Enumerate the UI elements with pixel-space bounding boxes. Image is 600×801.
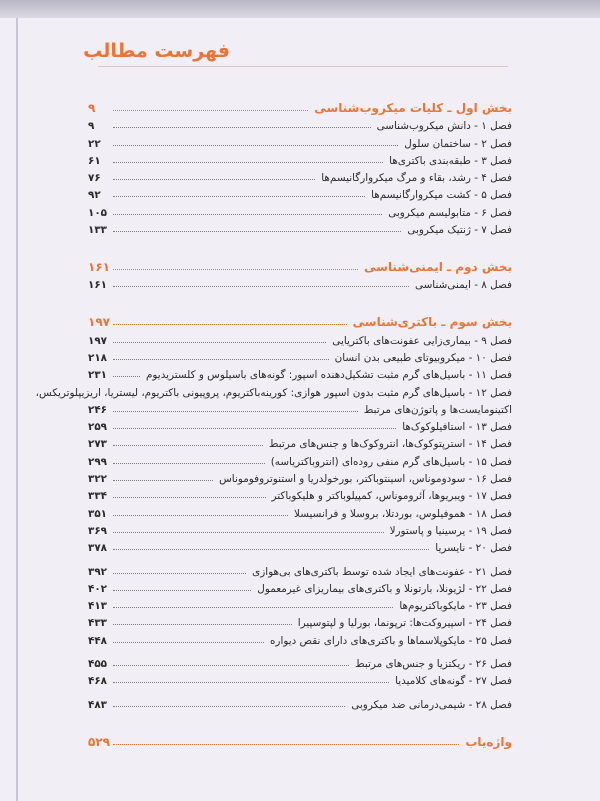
toc-entry <box>88 653 512 670</box>
toc-entry <box>88 693 512 710</box>
dot-leader <box>113 376 140 377</box>
toc-entry-title: فصل ۲۱ - عفونت‌های ایجاد شده توسط باکتری‌های بی‌هوازی <box>252 565 512 578</box>
toc-entry-page: ۱۶۱ <box>88 279 108 292</box>
dot-leader <box>113 607 393 608</box>
toc-entry-title: فصل ۱۸ - هموفیلوس، بوردتلا، بروسلا و فرانسیسلا <box>294 507 512 520</box>
section-heading-page: ۱۶۱ <box>88 260 110 275</box>
dot-leader <box>113 342 326 343</box>
toc-entry-title: فصل ۲۰ - نایسریا <box>435 542 512 555</box>
toc-entry-page: ۴۸۳ <box>88 698 108 711</box>
toc-entry-title: فصل ۴ - رشد، بقاء و مرگ میکروارگانیسم‌ها <box>321 172 512 185</box>
toc-entry-page: ۹۲ <box>88 189 101 202</box>
dot-leader <box>113 497 266 498</box>
toc-entry-page: ۳۳۴ <box>88 490 108 503</box>
dot-leader <box>113 127 371 128</box>
dot-leader <box>113 515 288 516</box>
toc-entry-page: ۳۵۱ <box>88 507 108 520</box>
toc-entry-title: فصل ۸ - ایمنی‌شناسی <box>414 279 512 292</box>
toc-entry <box>88 670 512 687</box>
toc-entry <box>88 578 512 595</box>
toc-entry <box>88 132 512 149</box>
page-title: فهرست مطالب <box>83 40 230 62</box>
toc-entry-page: ۳۶۹ <box>88 524 108 537</box>
toc-entry-title: فصل ۲۳ - مایکوباکتریوم‌ها <box>399 600 512 613</box>
toc-entry-title: فصل ۷ - ژنتیک میکروبی <box>407 224 512 237</box>
toc-entry-title: فصل ۱۶ - سودوموناس، اسینتوباکتر، بورخولدریا و استنوتروفوموناس <box>219 473 512 486</box>
toc-entry <box>88 150 512 167</box>
toc-entry <box>88 399 512 416</box>
toc-entry <box>88 485 512 502</box>
dot-leader <box>113 179 315 180</box>
toc-entry-title: فصل ۱۲ - باسیل‌های گرم مثبت بدون اسپور هوازی: کورینه‌باکتریوم، پروپیونی باکتریوم، لیستریا، اریزیپلوتریکس، <box>35 386 512 399</box>
toc-entry <box>88 201 512 218</box>
table-of-contents <box>35 96 512 749</box>
dot-leader <box>113 269 358 270</box>
dot-leader <box>113 480 213 481</box>
section-heading-title: بخش اول ـ کلیات میکروب‌شناسی <box>314 101 512 115</box>
toc-entry-title: فصل ۲۷ - گونه‌های کلامیدیا <box>395 675 512 688</box>
section-heading <box>88 310 512 329</box>
dot-leader <box>113 706 345 707</box>
section-heading-title: بخش دوم ـ ایمنی‌شناسی <box>363 260 512 275</box>
dot-leader <box>113 573 246 574</box>
toc-entry <box>88 560 512 577</box>
toc-entry-page: ۴۵۵ <box>88 658 108 671</box>
toc-entry <box>88 433 512 450</box>
toc-entry <box>88 329 512 346</box>
toc-entry-title: فصل ۲ - ساختمان سلول <box>404 137 512 150</box>
dot-leader <box>113 231 401 232</box>
toc-entry-page: ۱۹۷ <box>88 334 108 347</box>
toc-entry <box>88 502 512 519</box>
dot-leader <box>113 744 459 745</box>
dot-leader <box>113 286 409 287</box>
dot-leader <box>113 463 265 464</box>
toc-entry-title: فصل ۹ - بیماری‌زایی عفونت‌های باکتریایی <box>332 334 512 347</box>
toc-entry-page: ۲۴۶ <box>88 403 108 416</box>
dot-leader <box>113 642 264 643</box>
toc-entry-title: فصل ۱۵ - باسیل‌های گرم منفی روده‌ای (انتروباکتریاسه) <box>270 455 512 468</box>
section-heading-page: ۱۹۷ <box>88 315 110 330</box>
toc-entry-title: فصل ۱۹ - یرسینیا و پاستورلا <box>389 524 512 537</box>
toc-entry-title: فصل ۱ - دانش میکروب‌شناسی <box>376 120 512 133</box>
toc-entry <box>88 595 512 612</box>
dot-leader <box>113 110 308 111</box>
toc-entry-page: ۱۰۵ <box>88 206 108 219</box>
toc-entry-page: ۴۴۸ <box>88 634 108 647</box>
toc-entry-page: ۲۷۳ <box>88 438 108 451</box>
toc-entry <box>88 115 512 132</box>
toc-entry-title: فصل ۱۰ - میکروبیوتای طبیعی بدن انسان <box>334 351 512 364</box>
dot-leader <box>113 162 383 163</box>
toc-entry <box>88 274 512 291</box>
toc-entry-title: فصل ۲۲ - لژیونلا، بارتونلا و باکتری‌های بیماریزای غیرمعمول <box>257 582 512 595</box>
dot-leader <box>113 590 251 591</box>
toc-entry-title: فصل ۵ - کشت میکروارگانیسم‌ها <box>371 189 512 202</box>
toc-entry-page: ۲۹۹ <box>88 455 108 468</box>
dot-leader <box>113 624 292 625</box>
toc-entry <box>88 416 512 433</box>
toc-entry-page: ۹ <box>88 120 95 133</box>
section-heading <box>88 730 512 749</box>
toc-entry-title: اکتینومایست‌ها و پاتوژن‌های مرتبط <box>363 403 512 416</box>
toc-entry <box>35 381 512 399</box>
toc-entry-page: ۶۱ <box>88 154 101 167</box>
toc-entry-page: ۳۷۸ <box>88 542 108 555</box>
toc-entry <box>88 347 512 364</box>
toc-entry-page: ۴۱۳ <box>88 600 108 613</box>
dot-leader <box>113 445 263 446</box>
top-band <box>0 0 600 18</box>
section-heading-title: واژه‌یاب <box>465 734 512 749</box>
section-heading <box>88 96 512 115</box>
toc-entry-title: فصل ۲۵ - مایکوپلاسماها و باکتری‌های دارای نقص دیواره <box>269 634 512 647</box>
section-heading-page: ۹ <box>88 101 96 115</box>
toc-entry-page: ۴۰۲ <box>88 582 108 595</box>
toc-entry-title: فصل ۱۳ - استافیلوکوک‌ها <box>402 421 512 434</box>
margin-line <box>16 18 18 801</box>
dot-leader <box>113 549 429 550</box>
dot-leader <box>113 665 349 666</box>
dot-leader <box>113 682 389 683</box>
toc-entry-title: فصل ۱۴ - استرپتوکوک‌ها، انتروکوک‌ها و جنس‌های مرتبط <box>268 438 512 451</box>
toc-entry-title: فصل ۶ - متابولیسم میکروبی <box>388 206 512 219</box>
toc-entry-page: ۷۶ <box>88 172 101 185</box>
section-heading <box>88 255 512 274</box>
toc-entry <box>88 450 512 467</box>
section-heading-page: ۵۲۹ <box>88 734 110 749</box>
dot-leader <box>113 214 382 215</box>
toc-entry-page: ۲۳۱ <box>88 369 108 382</box>
toc-entry-page: ۱۳۳ <box>88 224 108 237</box>
toc-entry <box>88 520 512 537</box>
toc-entry <box>88 537 512 554</box>
dot-leader <box>113 324 347 325</box>
toc-entry <box>88 184 512 201</box>
toc-entry-title: فصل ۱۷ - ویبریوها، آئروموناس، کمپیلوباکتر و هلیکوباکتر <box>271 490 512 503</box>
toc-entry-page: ۳۲۲ <box>88 473 108 486</box>
section-heading-title: بخش سوم ـ باکتری‌شناسی <box>352 315 512 330</box>
toc-entry-title: فصل ۲۶ - ریکتزیا و جنس‌های مرتبط <box>355 658 512 671</box>
dot-leader <box>113 532 384 533</box>
toc-entry-title: فصل ۲۴ - اسپیروکت‌ها: ترپونما، بورلیا و لپتوسپیرا <box>297 617 512 630</box>
toc-entry <box>88 167 512 184</box>
toc-entry-page: ۲۵۹ <box>88 421 108 434</box>
toc-entry <box>88 612 512 629</box>
toc-entry-page: ۲۱۸ <box>88 351 108 364</box>
toc-entry <box>88 629 512 646</box>
toc-entry <box>88 219 512 236</box>
title-rule <box>98 66 508 67</box>
toc-entry-page: ۴۶۸ <box>88 675 108 688</box>
dot-leader <box>113 145 398 146</box>
dot-leader <box>113 196 365 197</box>
toc-entry-page: ۳۹۲ <box>88 565 108 578</box>
toc-entry-title: فصل ۱۱ - باسیل‌های گرم مثبت تشکیل‌دهنده اسپور: گونه‌های باسیلوس و کلستریدیوم <box>146 369 512 382</box>
toc-entry-page: ۴۳۳ <box>88 617 108 630</box>
dot-leader <box>113 359 329 360</box>
toc-entry <box>88 364 512 381</box>
dot-leader <box>113 411 358 412</box>
toc-entry <box>88 468 512 485</box>
toc-entry-title: فصل ۲۸ - شیمی‌درمانی ضد میکروبی <box>351 698 512 711</box>
toc-entry-title: فصل ۳ - طبقه‌بندی باکتری‌ها <box>389 154 512 167</box>
toc-entry-page: ۲۲ <box>88 137 101 150</box>
dot-leader <box>113 428 396 429</box>
